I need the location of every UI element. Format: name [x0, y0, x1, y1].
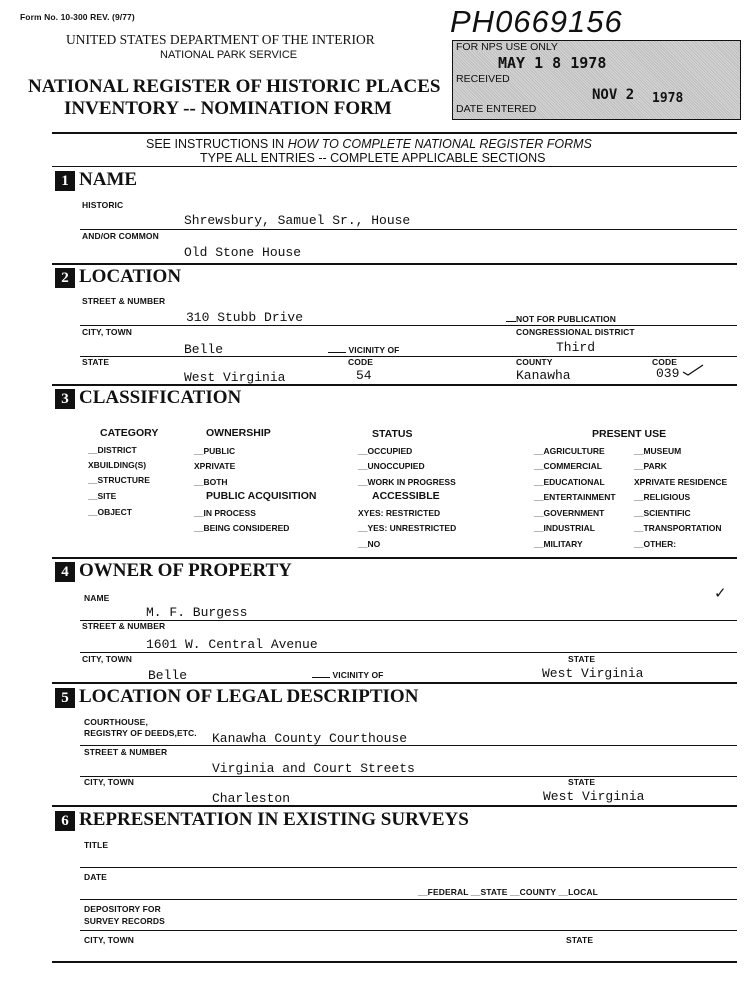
divider — [80, 652, 737, 653]
common-label: AND/OR COMMON — [82, 231, 159, 241]
divider — [80, 229, 737, 230]
divider — [52, 166, 737, 167]
section-number: 4 — [55, 562, 75, 582]
use-option: __MUSEUM — [634, 446, 682, 456]
nps-label: FOR NPS USE ONLY — [456, 41, 558, 53]
section-number: 1 — [55, 171, 75, 191]
received-label: RECEIVED — [456, 73, 510, 85]
section-title: OWNER OF PROPERTY — [79, 560, 292, 581]
category-option: __DISTRICT — [88, 445, 137, 455]
handwritten-id: PH0669156 — [450, 4, 623, 39]
depository-label1: DEPOSITORY FOR — [84, 904, 161, 914]
section-title: CLASSIFICATION — [79, 387, 242, 408]
courthouse-value: Kanawha County Courthouse — [212, 731, 408, 746]
congressional-value: Third — [556, 340, 596, 355]
state-label: STATE — [82, 357, 110, 367]
divider — [52, 263, 737, 265]
use-option: __PARK — [634, 461, 667, 471]
legal-city-value: Charleston — [212, 791, 291, 806]
historic-value: Shrewsbury, Samuel Sr., House — [184, 213, 411, 228]
use-option: __AGRICULTURE — [534, 446, 605, 456]
ownership-heading: OWNERSHIP — [206, 427, 271, 439]
city-label: CITY, TOWN — [82, 327, 132, 337]
divider — [52, 384, 737, 386]
use-option: __INDUSTRIAL — [534, 523, 595, 533]
code-label: CODE — [348, 357, 373, 367]
use-option: __ENTERTAINMENT — [534, 492, 616, 502]
category-option: __OBJECT — [88, 507, 132, 517]
category-option: __STRUCTURE — [88, 475, 150, 485]
county-code-value: 039 — [656, 366, 680, 381]
accessible-heading: ACCESSIBLE — [372, 490, 440, 502]
ownership-option: XPRIVATE — [194, 461, 236, 471]
form-title-line1: NATIONAL REGISTER OF HISTORIC PLACES — [28, 76, 441, 97]
section-number: 3 — [55, 389, 75, 409]
category-option: __SITE — [88, 491, 117, 501]
divider — [52, 682, 737, 684]
form-title-line2: INVENTORY -- NOMINATION FORM — [64, 98, 392, 119]
county-value: Kanawha — [516, 368, 571, 383]
not-for-publication-label: NOT FOR PUBLICATION — [516, 314, 616, 324]
historic-label: HISTORIC — [82, 200, 124, 210]
accessible-option: XYES: RESTRICTED — [358, 508, 441, 518]
present-use-heading: PRESENT USE — [592, 428, 667, 440]
category-option: XBUILDING(S) — [88, 460, 147, 470]
owner-street-label: STREET & NUMBER — [82, 621, 166, 631]
owner-city-label: CITY, TOWN — [82, 654, 132, 664]
use-option: __EDUCATIONAL — [534, 477, 605, 487]
use-option: __TRANSPORTATION — [634, 523, 722, 533]
accessible-option: __YES: UNRESTRICTED — [358, 523, 457, 533]
divider — [80, 745, 737, 746]
legal-state-value: West Virginia — [543, 789, 645, 804]
divider — [80, 867, 737, 868]
department-line: UNITED STATES DEPARTMENT OF THE INTERIOR — [66, 32, 375, 47]
date-entered-stamp: NOV 2 — [592, 87, 635, 103]
date-entered-year: 1978 — [652, 91, 684, 106]
status-option: __UNOCCUPIED — [358, 461, 425, 471]
section-title: NAME — [79, 169, 138, 190]
category-heading: CATEGORY — [100, 427, 159, 439]
ownership-option: __PUBLIC — [194, 446, 236, 456]
divider — [80, 620, 737, 621]
divider — [80, 930, 737, 931]
use-option: __MILITARY — [534, 539, 583, 549]
date-entered-label: DATE ENTERED — [456, 103, 537, 115]
instructions-line2: TYPE ALL ENTRIES -- COMPLETE APPLICABLE SECTIONS — [200, 151, 546, 165]
status-option: __WORK IN PROGRESS — [358, 477, 456, 487]
received-stamp: MAY 1 8 1978 — [498, 54, 607, 72]
survey-city-label: CITY, TOWN — [84, 935, 134, 945]
courthouse-label: COURTHOUSE, — [84, 717, 148, 727]
survey-levels: __FEDERAL __STATE __COUNTY __LOCAL — [418, 887, 598, 897]
county-code-label: CODE — [652, 357, 677, 367]
status-heading: STATUS — [372, 428, 413, 440]
divider — [52, 557, 737, 559]
survey-title-label: TITLE — [84, 840, 109, 850]
legal-city-label: CITY, TOWN — [84, 777, 134, 787]
divider — [52, 805, 737, 807]
owner-vicinity — [312, 670, 383, 680]
not-for-publication — [506, 314, 616, 324]
accessible-option: __NO — [358, 539, 381, 549]
section-number: 2 — [55, 268, 75, 288]
divider — [52, 132, 737, 134]
instructions-prefix: SEE INSTRUCTIONS IN — [146, 137, 288, 151]
divider — [80, 899, 737, 900]
legal-street-value: Virginia and Court Streets — [212, 761, 415, 776]
service-line: NATIONAL PARK SERVICE — [160, 49, 298, 61]
city-value: Belle — [184, 342, 224, 357]
use-option: XPRIVATE RESIDENCE — [634, 477, 728, 487]
form-number: Form No. 10-300 REV. (9/77) — [20, 12, 135, 22]
vicinity — [328, 345, 399, 355]
survey-date-label: DATE — [84, 872, 107, 882]
section-title: LOCATION OF LEGAL DESCRIPTION — [79, 686, 419, 707]
section-title: LOCATION — [79, 266, 182, 287]
owner-vicinity-label: VICINITY OF — [332, 670, 384, 680]
use-option: __GOVERNMENT — [534, 508, 605, 518]
owner-name-label: NAME — [84, 593, 110, 603]
survey-state-label: STATE — [566, 935, 594, 945]
divider — [80, 776, 737, 777]
check-mark-icon — [682, 362, 704, 376]
registry-label: REGISTRY OF DEEDS,ETC. — [84, 728, 197, 738]
check-mark-icon: ✓ — [714, 585, 727, 602]
use-option: __OTHER: — [634, 539, 677, 549]
use-option: __RELIGIOUS — [634, 492, 691, 502]
section-title: REPRESENTATION IN EXISTING SURVEYS — [79, 809, 469, 830]
legal-street-label: STREET & NUMBER — [84, 747, 168, 757]
owner-name-value: M. F. Burgess — [146, 605, 248, 620]
use-option: __SCIENTIFIC — [634, 508, 691, 518]
owner-street-value: 1601 W. Central Avenue — [146, 637, 318, 652]
ownership-option: __BOTH — [194, 477, 228, 487]
congressional-label: CONGRESSIONAL DISTRICT — [516, 327, 635, 337]
common-value: Old Stone House — [184, 245, 302, 260]
divider — [80, 325, 737, 326]
vicinity-label: VICINITY OF — [348, 345, 400, 355]
county-label: COUNTY — [516, 357, 553, 367]
divider — [52, 961, 737, 963]
legal-state-label: STATE — [568, 777, 596, 787]
code-value: 54 — [356, 368, 372, 383]
acquisition-heading: PUBLIC ACQUISITION — [206, 490, 317, 502]
owner-state-value: West Virginia — [542, 666, 644, 681]
owner-city-value: Belle — [148, 668, 188, 683]
depository-label2: SURVEY RECORDS — [84, 916, 165, 926]
use-option: __COMMERCIAL — [534, 461, 603, 471]
section-number: 6 — [55, 811, 75, 831]
street-value: 310 Stubb Drive — [186, 310, 304, 325]
owner-state-label: STATE — [568, 654, 596, 664]
divider — [80, 356, 737, 357]
state-value: West Virginia — [184, 370, 286, 385]
street-label: STREET & NUMBER — [82, 296, 166, 306]
acquisition-option: __BEING CONSIDERED — [194, 523, 290, 533]
instructions-line1 — [146, 137, 592, 151]
instructions-title: HOW TO COMPLETE NATIONAL REGISTER FORMS — [287, 137, 592, 151]
section-number: 5 — [55, 688, 75, 708]
acquisition-option: __IN PROCESS — [194, 508, 256, 518]
status-option: __OCCUPIED — [358, 446, 413, 456]
